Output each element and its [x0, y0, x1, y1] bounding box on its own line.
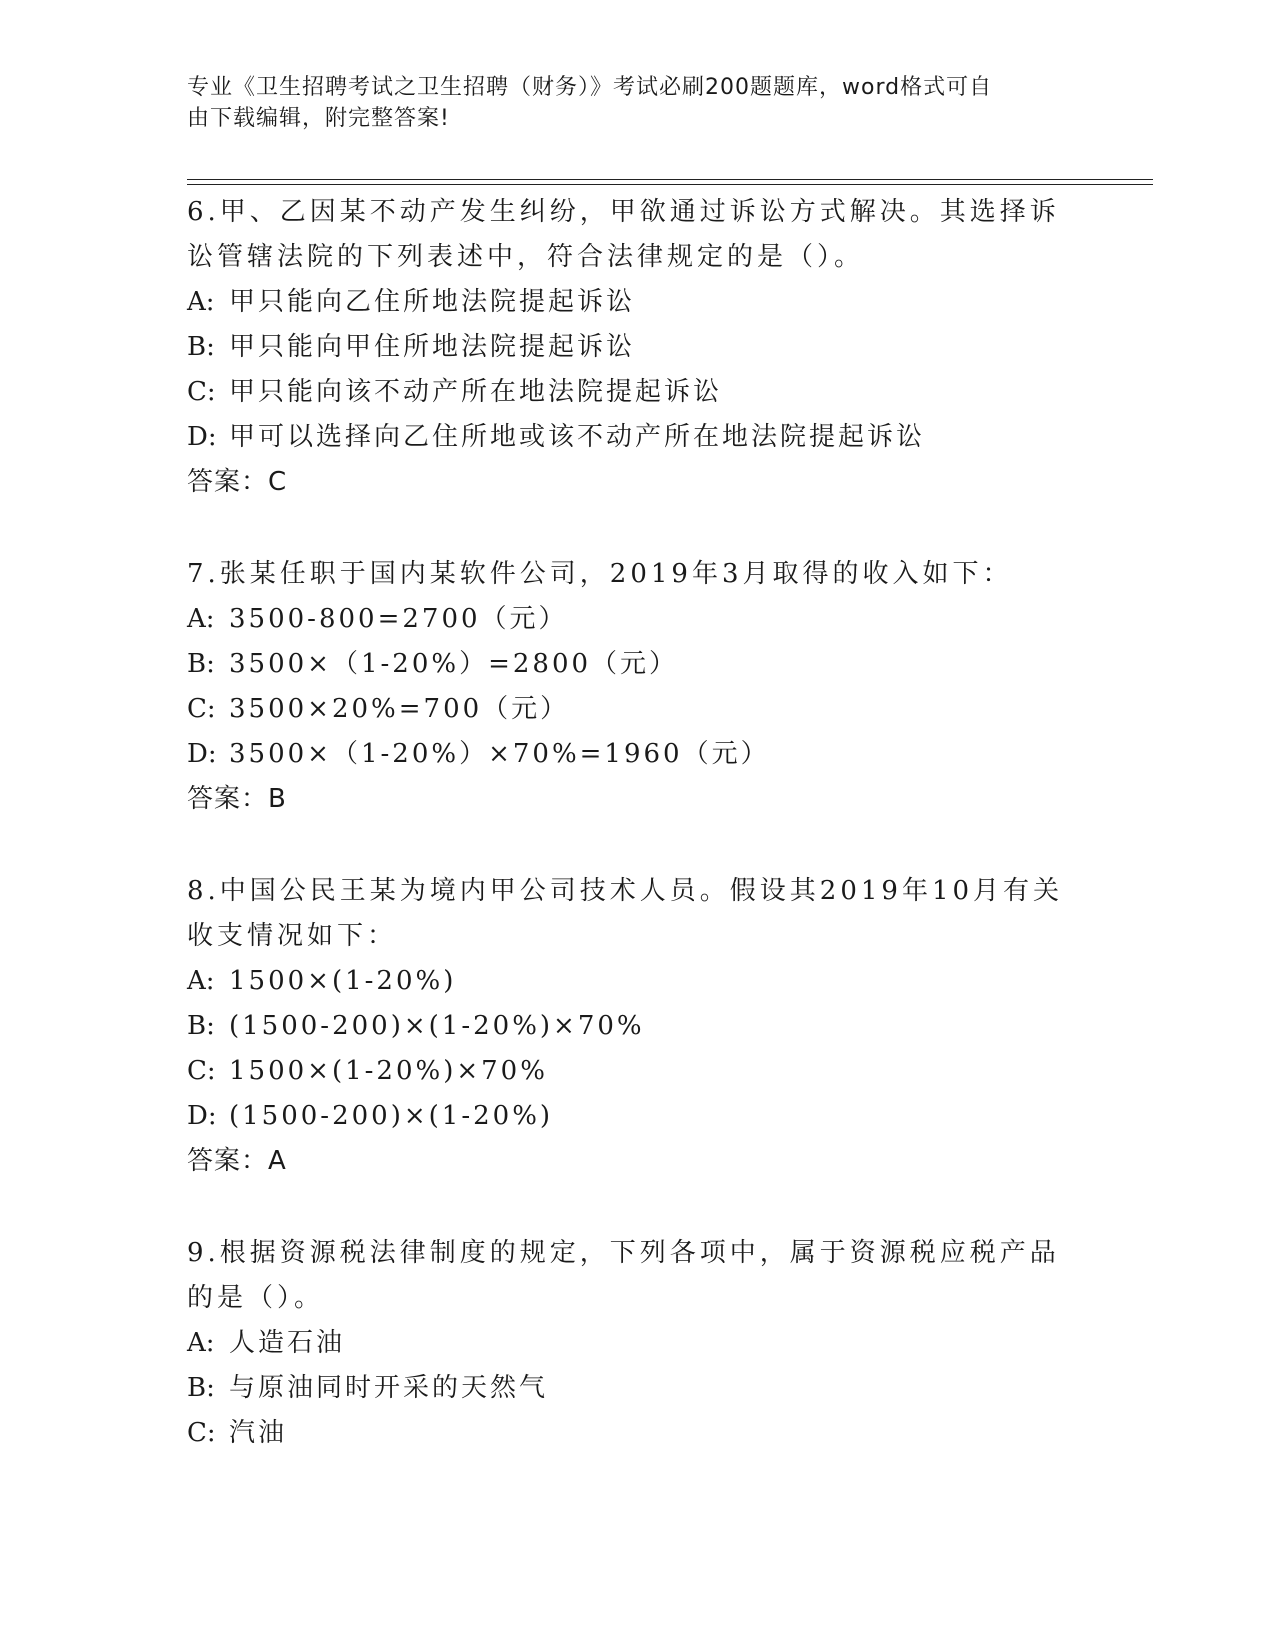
option-text: 甲只能向乙住所地法院提起诉讼 [229, 287, 636, 317]
answer: 答案：C [187, 467, 288, 497]
option-text: 1500×(1-20%)×70% [229, 1056, 548, 1086]
option-label: C: [187, 1056, 216, 1086]
option-label: A: [187, 287, 215, 317]
option-label: C: [187, 694, 216, 724]
option-a [187, 280, 1087, 325]
option-text: 3500×20%=700（元） [229, 694, 570, 724]
option-b [187, 325, 1087, 370]
option-text: (1500-200)×(1-20%) [229, 1101, 554, 1131]
option-label: D: [187, 739, 217, 769]
document-header [187, 72, 1087, 134]
answer: 答案：B [187, 784, 287, 814]
option-text: 甲只能向该不动产所在地法院提起诉讼 [229, 377, 723, 407]
question-8 [187, 869, 1087, 1184]
question-list [187, 190, 1087, 1503]
question-6 [187, 190, 1087, 505]
question-text: 9.根据资源税法律制度的规定，下列各项中，属于资源税应税产品的是（）。 [187, 1238, 1060, 1313]
question-7 [187, 552, 1087, 822]
option-c [187, 370, 1087, 415]
header-title-line-1: 专业《卫生招聘考试之卫生招聘（财务）》考试必刷200题题库，word格式可自 [187, 75, 993, 100]
option-label: C: [187, 377, 216, 407]
option-label: A: [187, 604, 215, 634]
option-label: B: [187, 1011, 215, 1041]
option-text: 甲可以选择向乙住所地或该不动产所在地法院提起诉讼 [229, 422, 926, 452]
option-c [187, 687, 1087, 732]
option-text: 甲只能向甲住所地法院提起诉讼 [229, 332, 636, 362]
option-text: 3500×（1-20%）×70%=1960（元） [229, 739, 770, 769]
option-a [187, 959, 1087, 1004]
option-label: D: [187, 422, 217, 452]
question-text: 6.甲、乙因某不动产发生纠纷，甲欲通过诉讼方式解决。其选择诉讼管辖法院的下列表述中，符合法律规定的是（）。 [187, 197, 1060, 272]
question-text: 7.张某任职于国内某软件公司，2019年3月取得的收入如下： [187, 559, 1013, 589]
option-text: 人造石油 [229, 1328, 346, 1358]
option-d [187, 415, 1087, 460]
header-title-line-2: 由下载编辑，附完整答案! [187, 106, 450, 131]
answer: 答案：A [187, 1146, 287, 1176]
option-b [187, 1366, 1087, 1411]
option-text: 3500-800=2700（元） [229, 604, 568, 634]
option-text: 1500×(1-20%) [229, 966, 457, 996]
question-text: 8.中国公民王某为境内甲公司技术人员。假设其2019年10月有关收支情况如下： [187, 876, 1064, 951]
option-d [187, 732, 1087, 777]
option-text: 与原油同时开采的天然气 [229, 1373, 549, 1403]
header-divider-top [187, 179, 1153, 180]
option-d [187, 1094, 1087, 1139]
option-c [187, 1411, 1087, 1456]
option-label: B: [187, 332, 215, 362]
option-text: 汽油 [229, 1418, 288, 1448]
option-label: B: [187, 649, 215, 679]
option-c [187, 1049, 1087, 1094]
option-label: A: [187, 1328, 215, 1358]
option-b [187, 642, 1087, 687]
header-divider-bottom [187, 184, 1153, 185]
option-b [187, 1004, 1087, 1049]
option-a [187, 1321, 1087, 1366]
option-label: B: [187, 1373, 215, 1403]
option-a [187, 597, 1087, 642]
option-label: D: [187, 1101, 217, 1131]
option-label: C: [187, 1418, 216, 1448]
question-9 [187, 1231, 1087, 1456]
option-text: 3500×（1-20%）=2800（元） [229, 649, 679, 679]
option-text: (1500-200)×(1-20%)×70% [229, 1011, 645, 1041]
option-label: A: [187, 966, 215, 996]
